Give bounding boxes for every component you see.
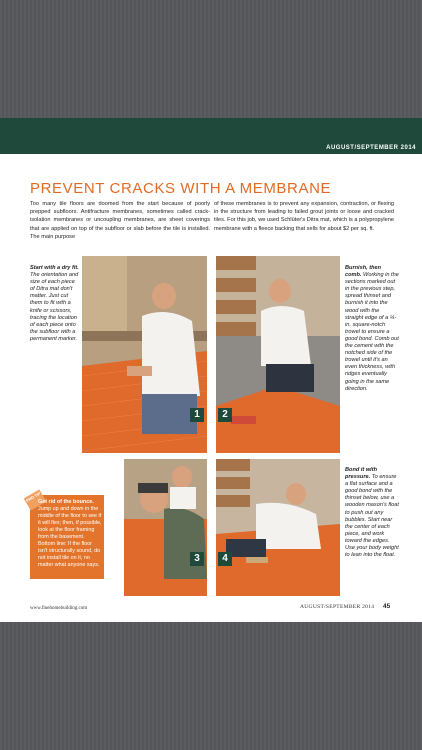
header-band — [0, 118, 422, 154]
photo-step-1 — [82, 256, 207, 453]
issue-date: AUGUST/SEPTEMBER 2014 — [326, 145, 416, 151]
footer-page-number: 45 — [383, 603, 391, 610]
intro-paragraph-left: Too many tile floors are doomed from the start because of poorly prepped subfloors. Antifracture membranes, sometimes called crack-isolation membranes or uncoupling membranes, are sheet coverings that are applied on top of the subfloor or slab before the tile is installed. The main purpose — [30, 201, 210, 240]
step-number-4: 4 — [218, 552, 232, 566]
photo-step-4 — [216, 459, 340, 596]
caption-step-1 — [30, 265, 80, 343]
footer-website: www.finehomebuilding.com — [30, 606, 88, 611]
caption-step-1-body: The orientation and size of each piece of Ditra mat don't matter. Just cut them to fit with a knife or scissors, tracing the location of each piece onto the subfloor with a permanent marker. — [30, 272, 79, 342]
photo-step-3-image — [124, 459, 207, 596]
caption-step-4 — [345, 467, 399, 559]
step-number-1: 1 — [190, 408, 204, 422]
magazine-page[interactable] — [0, 118, 422, 622]
photo-step-2 — [216, 256, 340, 453]
viewer-background-top — [0, 0, 422, 118]
article-title: PREVENT CRACKS WITH A MEMBRANE — [30, 180, 332, 197]
caption-step-4-body: To ensure a flat surface and a good bond with the thinset below, use a wooden mason's float to push out any bubbles. Start near the center of each piece, and work toward the edges. Use your body weight to lean into the float. — [345, 474, 399, 559]
photo-step-3 — [124, 459, 207, 596]
pro-tip-body: Jump up and down in the middle of the floor to see if it will flex; then, if possible, look at the floor framing from the basement. Bottom line: If the floor isn't structurally sound, do not install tile on it, no matter what anyone says. — [38, 506, 102, 568]
caption-step-1-title: Start with a dry fit. — [30, 265, 79, 271]
pro-tip-text — [38, 499, 102, 569]
intro-paragraph-right: of these membranes is to prevent any expansion, contraction, or flexing in the structure from leading to failed grout joints or loose and cracked tiles. For this job, we used Schlüter's Ditra mat, which is a polypropylene membrane with a fleece backing that sells for about $2 per sq. ft. — [214, 201, 394, 232]
photo-step-1-image — [82, 256, 207, 453]
viewer-background-bottom — [0, 622, 422, 750]
pro-tip-box — [25, 490, 104, 579]
caption-step-4-title: Bond it with pressure. — [345, 467, 378, 481]
caption-step-2-title: Burnish, then comb. — [345, 265, 382, 279]
photo-step-4-image — [216, 459, 340, 596]
step-number-2: 2 — [218, 408, 232, 422]
photo-step-2-image — [216, 256, 340, 453]
pro-tip-tag: PRO TIP — [24, 489, 47, 510]
pro-tip-title: Get rid of the bounce. — [38, 499, 94, 505]
caption-step-2-body: Working in the sections marked out in the previous step, spread thinset and burnish it into the wood with the straight edge of a ¼-in. square-notch trowel to ensure a good bond. Comb out the cement with the notched side of the trowel until it's an even thickness, with ridges eventually going in the same direction. — [345, 272, 399, 392]
footer-issue: AUGUST/SEPTEMBER 2014 — [300, 604, 375, 610]
caption-step-2 — [345, 265, 399, 393]
step-number-3: 3 — [190, 552, 204, 566]
